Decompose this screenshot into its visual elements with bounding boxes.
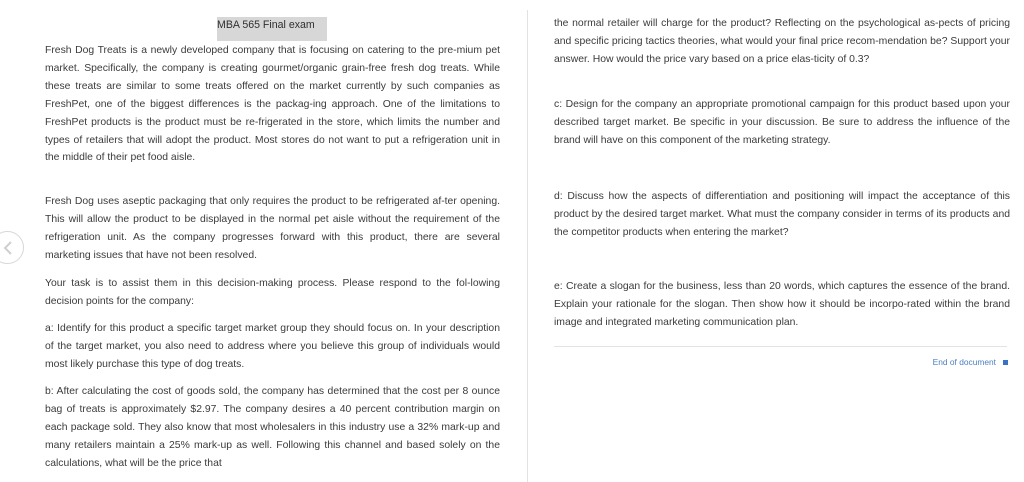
question-d-paragraph: d: Discuss how the aspects of differentiation and positioning will impact the acceptance of this product by the desired target market. What must the company consider in terms of its products and the competitor products when entering the market? [554, 191, 1010, 238]
question-b-continued-paragraph: the normal retailer will charge for the product? Reflecting on the psychological as-pects of pricing and specific pricing tactics theories, what would your final price recom-mendation be? Support your answer. How would the price vary based on a price elas-ticity of 0.3? [554, 18, 1010, 65]
end-of-document-label: End of document [932, 357, 996, 367]
task-paragraph: Your task is to assist them in this decision-making process. Please respond to the fol-lowing decision points for the company: [45, 278, 500, 307]
document-title-text: MBA 565 Final exam [217, 19, 315, 31]
chevron-left-icon [3, 241, 13, 255]
end-divider [554, 346, 1007, 347]
question-a-paragraph: a: Identify for this product a specific target market group they should focus on. In your description of the target market, you also need to address where you believe this group of individuals would most likely purchase this type of dog treats. [45, 323, 500, 370]
question-c-paragraph: c: Design for the company an appropriate promotional campaign for this product based upon your described target market. Be specific in your discussion. Be sure to address the influence of the brand will have on this component of the marketing strategy. [554, 99, 1010, 146]
question-b-paragraph: b: After calculating the cost of goods sold, the company has determined that the cost per 8 ounce bag of treats is approximately $2.97. The company desires a 40 percent contribution margin on each package sold. They also know that most wholesalers in this industry use a 32% mark-up and many retailers maintain a 25% mark-up as well. Following this channel and based solely on the calculations, what will be the price that [45, 386, 500, 469]
document-title [217, 17, 327, 41]
question-e-paragraph: e: Create a slogan for the business, less than 20 words, which captures the essence of the brand. Explain your rationale for the slogan. Then show how it should be incorpo-rated within the brand image and integrated marketing communication plan. [554, 281, 1010, 328]
end-square-icon [1003, 360, 1008, 365]
packaging-paragraph: Fresh Dog uses aseptic packaging that only requires the product to be refrigerated af-ter opening. This will allow the product to be displayed in the normal pet aisle without the requirement of the refrigeration unit. As the company progresses forward with this product, there are several marketing issues that have not been resolved. [45, 196, 500, 261]
end-of-document-marker [860, 356, 1008, 368]
previous-page-button[interactable] [0, 231, 24, 264]
intro-paragraph: Fresh Dog Treats is a newly developed company that is focusing on catering to the pre-mium pet market. Specifically, the company is creating gourmet/organic grain-free fresh dog treats. While these treats are similar to some treats offered on the market currently by such companies as FreshPet, one of the biggest differences is the packag-ing approach. One of the limitations to FreshPet products is the product must be re-frigerated in the store, which limits the number and types of retailers that will adopt the product. Most stores do not want to put a refrigeration unit in the middle of their pet food aisle. [45, 45, 500, 164]
column-divider [527, 10, 528, 482]
